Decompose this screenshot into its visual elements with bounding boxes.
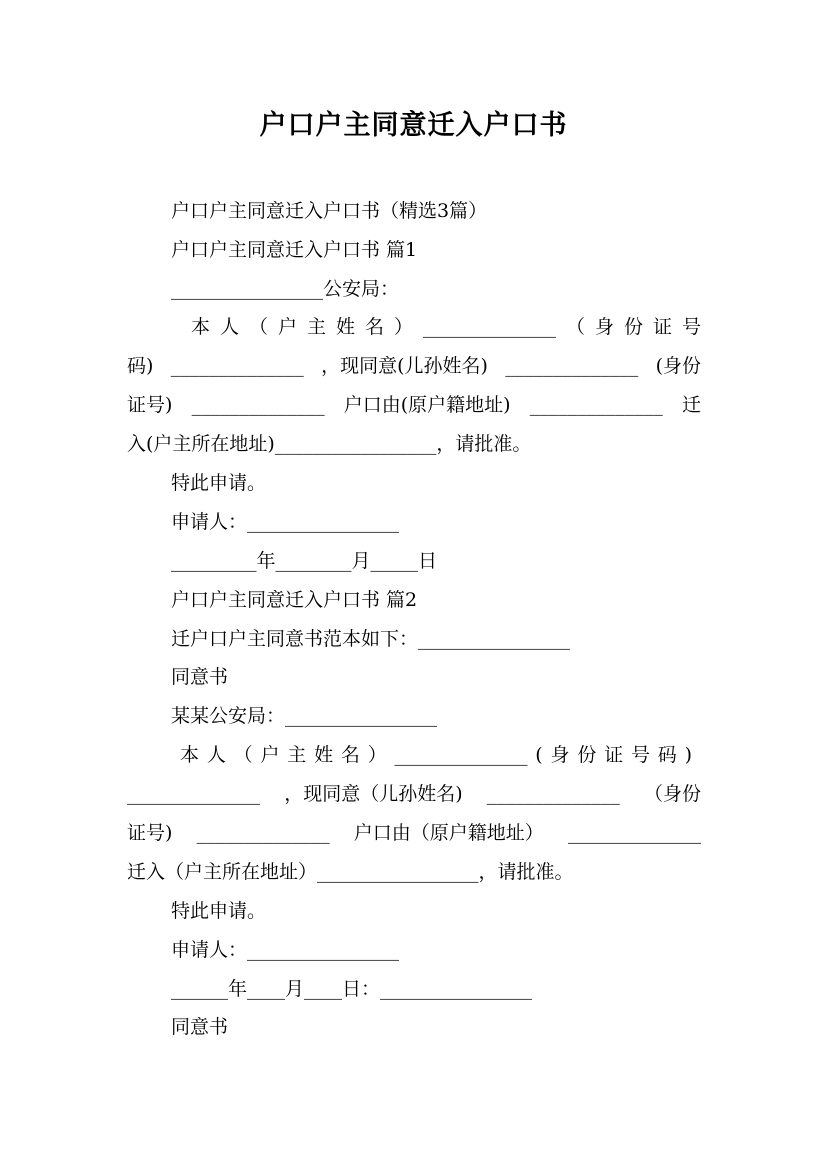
- section-2-body-line-4: 迁入（户主所在地址）_________________，请批准。: [127, 861, 574, 883]
- section-2-subtitle-2: 同意书: [171, 1016, 229, 1038]
- section-1-body-line-3: 证号) ______________ 户口由(原户籍地址) ______________ 迁: [127, 394, 701, 416]
- document-title: 户口户主同意迁入户口书: [259, 110, 568, 141]
- section-1-request: 特此申请。: [171, 472, 267, 494]
- section-1-addressee: ________________公安局：: [171, 278, 400, 300]
- section-1-body-line-2: 码) ______________ ，现同意(儿孙姓名) ______________ (身份: [127, 355, 701, 377]
- section-2-body-line-1: 本 人 （ 户 主 姓 名 ） ______________ ( 身 份 证 号 码 ): [180, 744, 692, 766]
- section-2-body-line-2: ______________ ，现同意（儿孙姓名) ______________ （身份: [127, 783, 701, 805]
- section-1-applicant: 申请人：________________: [171, 511, 400, 533]
- section-1-body-line-1: 本 人 （ 户 主 姓 名 ） ______________ （ 身 份 证 号: [191, 316, 701, 338]
- section-1-body-line-4: 入(户主所在地址)_________________，请批准。: [127, 433, 532, 455]
- section-2-applicant: 申请人：________________: [171, 939, 400, 961]
- section-2-addressee: 某某公安局：________________: [171, 705, 438, 727]
- section-2-subtitle: 同意书: [171, 666, 229, 688]
- section-2-body-line-3: 证号) ______________ 户口由（原户籍地址） ______________: [127, 822, 701, 844]
- section-1-date: _________年________月_____日: [171, 550, 438, 572]
- section-2-date: ______年____月____日：________________: [171, 978, 533, 1000]
- section-2-sample-line: 迁户口户主同意书范本如下：________________: [171, 628, 571, 650]
- section-2-request: 特此申请。: [171, 900, 267, 922]
- section-2-heading: 户口户主同意迁入户口书 篇2: [171, 589, 418, 611]
- section-1-heading: 户口户主同意迁入户口书 篇1: [171, 239, 418, 261]
- intro-line: 户口户主同意迁入户口书（精选3篇）: [171, 200, 488, 222]
